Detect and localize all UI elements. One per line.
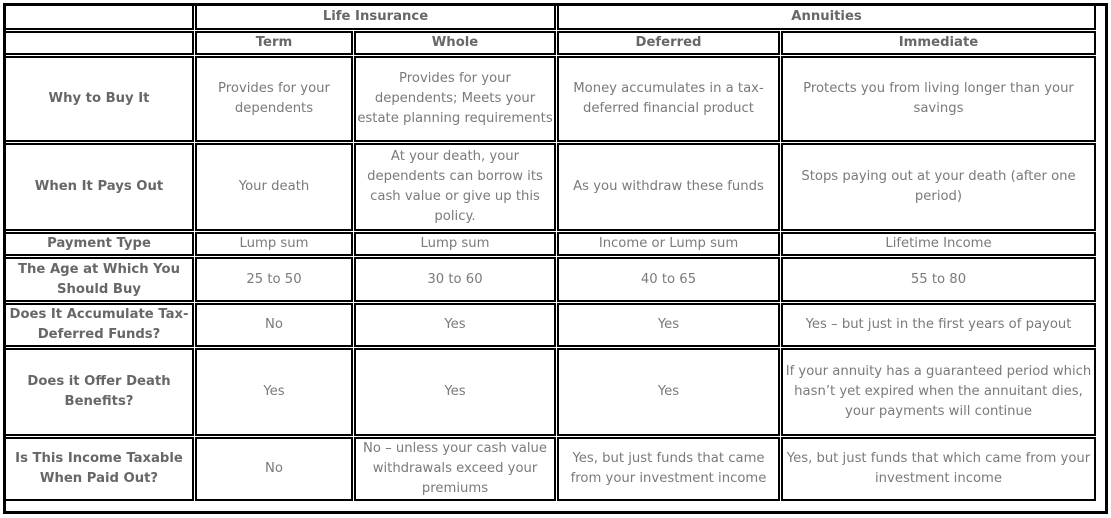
cell-whole: Yes bbox=[354, 348, 556, 436]
cell-whole: Yes bbox=[354, 303, 556, 347]
row-label: Does It Accumulate Tax-Deferred Funds? bbox=[4, 303, 194, 347]
cell-term: Provides for your dependents bbox=[195, 56, 353, 142]
cell-deferred: Money accumulates in a tax-deferred financial product bbox=[557, 56, 780, 142]
cell-term: Your death bbox=[195, 143, 353, 231]
cell-term: 25 to 50 bbox=[195, 257, 353, 302]
cell-whole: No – unless your cash value withdrawals exceed your premiums bbox=[354, 437, 556, 501]
cell-term: No bbox=[195, 303, 353, 347]
table-row bbox=[4, 232, 1096, 256]
cell-deferred: Yes, but just funds that came from your investment income bbox=[557, 437, 780, 501]
subheader-immediate: Immediate bbox=[781, 31, 1096, 55]
table-row bbox=[4, 303, 1096, 347]
cell-term: No bbox=[195, 437, 353, 501]
cell-immediate: If your annuity has a guaranteed period which hasn’t yet expired when the annuitant dies, your payments will continue bbox=[781, 348, 1096, 436]
cell-deferred: As you withdraw these funds bbox=[557, 143, 780, 231]
group-header-row bbox=[4, 4, 1096, 30]
row-label: Why to Buy It bbox=[4, 56, 194, 142]
cell-whole: 30 to 60 bbox=[354, 257, 556, 302]
cell-immediate: Stops paying out at your death (after one period) bbox=[781, 143, 1096, 231]
cell-deferred: Income or Lump sum bbox=[557, 232, 780, 256]
cell-whole: Lump sum bbox=[354, 232, 556, 256]
cell-immediate: Lifetime Income bbox=[781, 232, 1096, 256]
cell-immediate: Protects you from living longer than your savings bbox=[781, 56, 1096, 142]
table-row bbox=[4, 437, 1096, 501]
cell-whole: At your death, your dependents can borrow its cash value or give up this policy. bbox=[354, 143, 556, 231]
subheader-whole: Whole bbox=[354, 31, 556, 55]
sub-header-row bbox=[4, 31, 1096, 55]
table-row bbox=[4, 56, 1096, 142]
cell-deferred: Yes bbox=[557, 348, 780, 436]
row-label: Does it Offer Death Benefits? bbox=[4, 348, 194, 436]
row-label: The Age at Which You Should Buy bbox=[4, 257, 194, 302]
row-label: Payment Type bbox=[4, 232, 194, 256]
cell-whole: Provides for your dependents; Meets your estate planning requirements bbox=[354, 56, 556, 142]
row-label: When It Pays Out bbox=[4, 143, 194, 231]
table-row bbox=[4, 348, 1096, 436]
subheader-term: Term bbox=[195, 31, 353, 55]
cell-immediate: 55 to 80 bbox=[781, 257, 1096, 302]
subheader-blank-cell bbox=[4, 31, 194, 55]
header-blank-cell bbox=[4, 4, 194, 30]
cell-term: Yes bbox=[195, 348, 353, 436]
subheader-deferred: Deferred bbox=[557, 31, 780, 55]
insurance-annuity-comparison-table bbox=[3, 3, 1097, 502]
header-life-insurance: Life Insurance bbox=[195, 4, 556, 30]
cell-deferred: Yes bbox=[557, 303, 780, 347]
cell-immediate: Yes – but just in the first years of payout bbox=[781, 303, 1096, 347]
row-label: Is This Income Taxable When Paid Out? bbox=[4, 437, 194, 501]
cell-term: Lump sum bbox=[195, 232, 353, 256]
cell-immediate: Yes, but just funds that which came from your investment income bbox=[781, 437, 1096, 501]
table-row bbox=[4, 257, 1096, 302]
cell-deferred: 40 to 65 bbox=[557, 257, 780, 302]
header-annuities: Annuities bbox=[557, 4, 1096, 30]
table-row bbox=[4, 143, 1096, 231]
